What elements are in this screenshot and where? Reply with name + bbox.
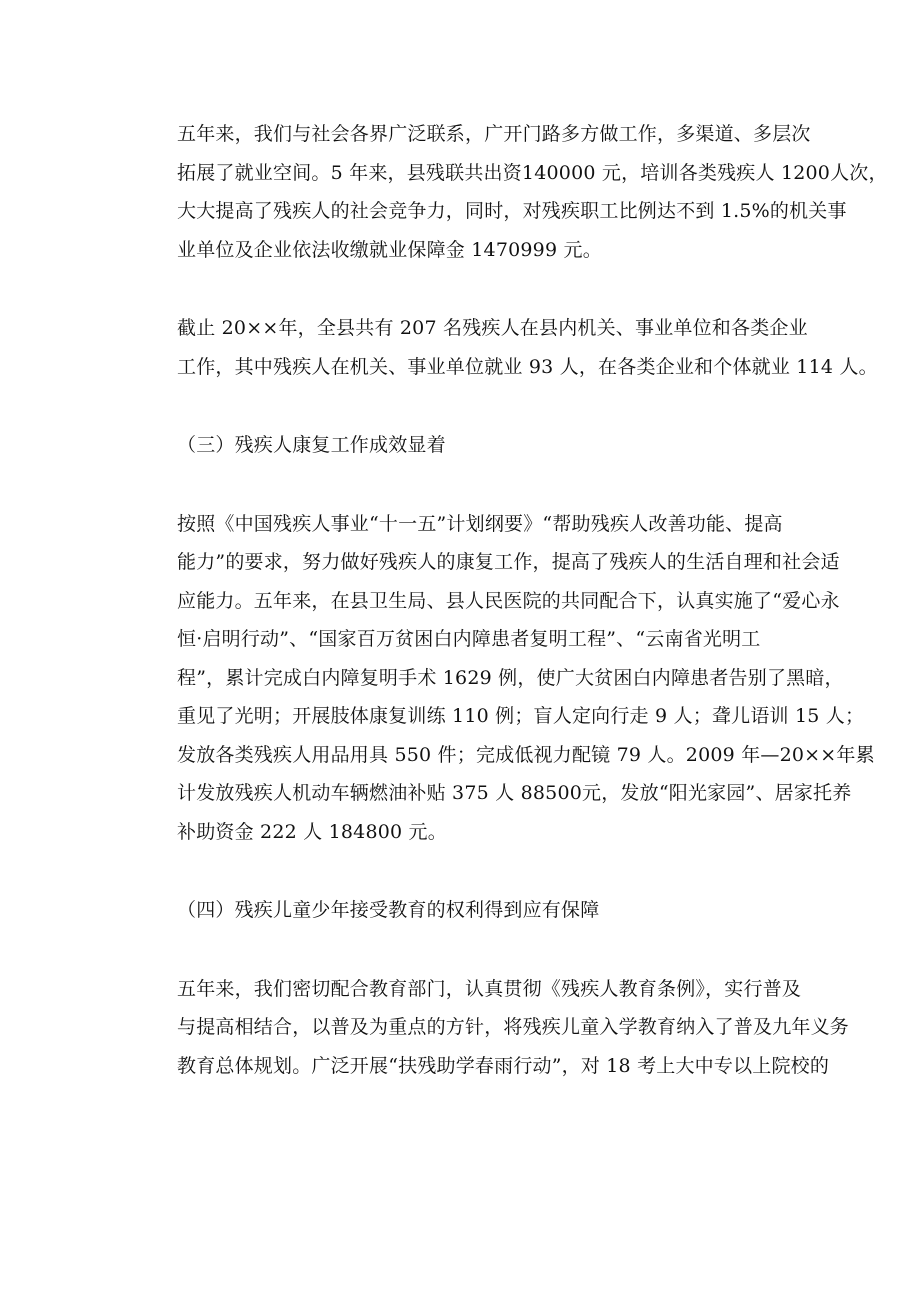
text-line: 发放各类残疾人用品用具 550 件；完成低视力配镜 79 人。2009 年—20××年累 [177,743,875,766]
paragraph-rehabilitation [139,505,875,852]
text-line: 按照《中国残疾人事业“十一五”计划纲要》“帮助残疾人改善功能、提高 [177,512,783,535]
heading-text: （三）残疾人康复工作成效显着 [177,434,446,456]
section-heading-rehabilitation [139,426,799,465]
text-line: 恒·启明行动”、“国家百万贫困白内障患者复明工程”、“云南省光明工 [177,628,761,650]
text-line: 截止 20××年，全县共有 207 名残疾人在县内机关、事业单位和各类企业 [177,317,808,339]
text-line: 五年来，我们密切配合教育部门，认真贯彻《残疾人教育条例》，实行普及 [177,977,802,1000]
text-line: 程”，累计完成白内障复明手术 1629 例，使广大贫困白内障患者告别了黑暗， [177,666,844,689]
text-line: 工作，其中残疾人在机关、事业单位就业 93 人，在各类企业和个体就业 114 人。 [177,355,878,378]
text-line: 拓展了就业空间。5 年来，县残联共出资140000 元，培训各类残疾人 1200人次， [177,161,888,184]
text-line: 补助资金 222 人 184800 元。 [177,820,447,843]
text-line: 大大提高了残疾人的社会竞争力，同时，对残疾职工比例达不到 1.5%的机关事 [177,200,847,222]
paragraph-employment-stats [139,309,878,386]
heading-text: （四）残疾儿童少年接受教育的权利得到应有保障 [177,899,600,921]
text-line: 与提高相结合，以普及为重点的方针，将残疾儿童入学教育纳入了普及九年义务 [177,1016,850,1038]
text-line: 教育总体规划。广泛开展“扶残助学春雨行动”，对 18 考上大中专以上院校的 [177,1054,830,1077]
text-line: 五年来，我们与社会各界广泛联系，广开门路多方做工作，多渠道、多层次 [177,123,811,145]
paragraph-education [139,970,850,1086]
text-line: 能力”的要求，努力做好残疾人的康复工作，提高了残疾人的生活自理和社会适 [177,551,840,573]
section-heading-education [139,891,799,930]
text-line: 业单位及企业依法收缴就业保障金 1470999 元。 [177,238,602,261]
text-line: 计发放残疾人机动车辆燃油补贴 375 人 88500元，发放“阳光家园”、居家托养 [177,782,852,804]
text-line: 应能力。五年来，在县卫生局、县人民医院的共同配合下，认真实施了“爱心永 [177,589,840,612]
document-body [139,115,888,1125]
text-line: 重见了光明；开展肢体康复训练 110 例；盲人定向行走 9 人；聋儿语训 15 人； [177,705,865,727]
paragraph-employment-space [139,115,888,269]
